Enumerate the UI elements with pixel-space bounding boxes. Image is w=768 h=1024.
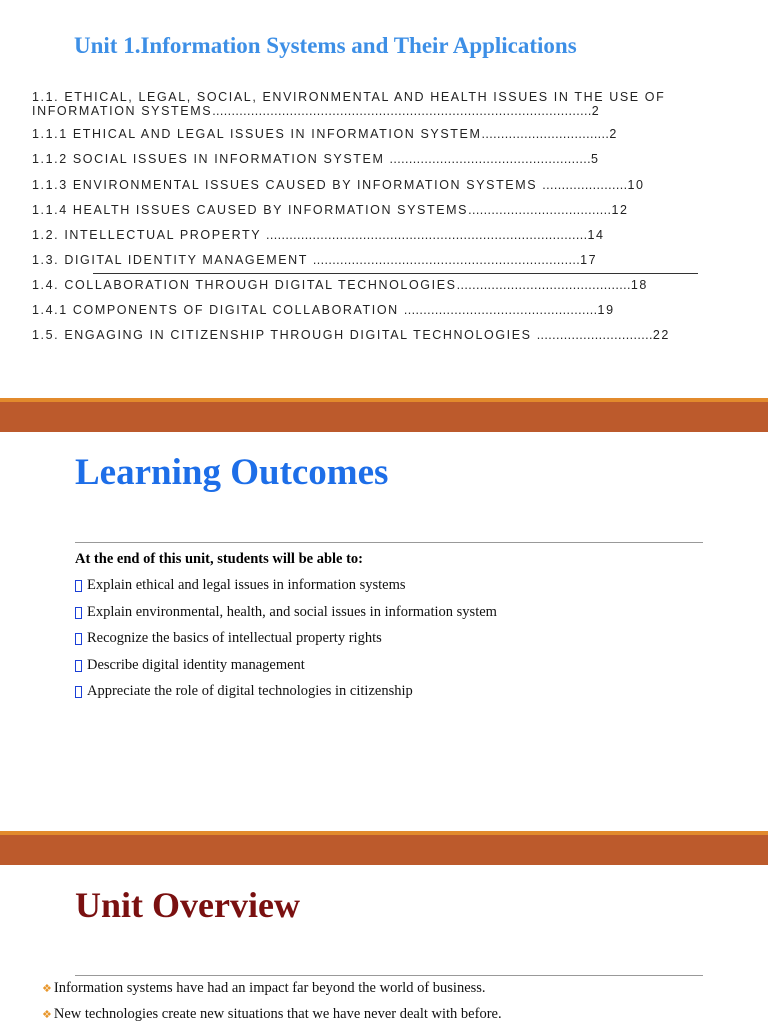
- toc-entry-1-1[interactable]: [32, 90, 665, 118]
- slide-separator-band: [0, 398, 768, 432]
- toc-leader-dots: ......................: [542, 178, 628, 192]
- missing-glyph-box-icon: [75, 580, 82, 592]
- toc-divider: [93, 273, 698, 274]
- toc-leader-dots: ...................................................................................: [266, 228, 588, 242]
- learning-outcomes-list: [75, 577, 497, 710]
- overview-text: Information systems have had an impact far beyond the world of business.: [53, 980, 486, 996]
- unit-title: Unit 1.Information Systems and Their Applications: [74, 33, 577, 58]
- toc-entry-1-4[interactable]: [32, 278, 648, 292]
- unit-overview-title: Unit Overview: [75, 885, 300, 925]
- toc-entry-1-5[interactable]: [32, 328, 670, 342]
- toc-entry-text: 1.3. DIGITAL IDENTITY MANAGEMENT: [32, 253, 313, 267]
- toc-entry-text: 1.1. ETHICAL, LEGAL, SOCIAL, ENVIRONMENTAL AND HEALTH ISSUES IN THE USE OF: [32, 90, 666, 104]
- unit-overview-divider: [75, 975, 703, 976]
- toc-page-number: 12: [611, 203, 629, 217]
- toc-entry-text-cont: INFORMATION SYSTEMS: [32, 104, 213, 118]
- toc-entry-text: 1.5. ENGAGING IN CITIZENSHIP THROUGH DIGITAL TECHNOLOGIES: [32, 328, 537, 342]
- list-item: [75, 604, 497, 631]
- list-item: [75, 657, 497, 684]
- toc-leader-dots: ..............................: [536, 328, 653, 342]
- toc-page-number: 5: [590, 152, 600, 166]
- toc-page-number: 14: [587, 228, 605, 242]
- toc-entry-1-4-1[interactable]: [32, 303, 615, 317]
- toc-leader-dots: ....................................................: [389, 152, 591, 166]
- learning-outcomes-title: Learning Outcomes: [75, 452, 389, 493]
- toc-leader-dots: ..................................................................................................: [212, 104, 592, 118]
- toc-entry-text: 1.1.3 ENVIRONMENTAL ISSUES CAUSED BY INFORMATION SYSTEMS: [32, 178, 543, 192]
- toc-entry-text: 1.1.4 HEALTH ISSUES CAUSED BY INFORMATION SYSTEMS: [32, 203, 469, 217]
- orange-diamond-bullet-icon: ❖: [42, 982, 52, 995]
- toc-entry-1-1-2[interactable]: [32, 152, 600, 166]
- toc-page-number: 18: [630, 278, 648, 292]
- list-item: [75, 630, 497, 657]
- toc-entry-text: 1.2. INTELLECTUAL PROPERTY: [32, 228, 267, 242]
- toc-leader-dots: .....................................: [468, 203, 612, 217]
- toc-page-number: 2: [609, 127, 618, 141]
- missing-glyph-box-icon: [75, 607, 82, 619]
- toc-leader-dots: .................................: [481, 127, 610, 141]
- list-item: [75, 577, 497, 604]
- toc-leader-dots: .............................................: [456, 278, 631, 292]
- toc-leader-dots: .....................................................................: [312, 253, 581, 267]
- unit-overview-list: [42, 980, 502, 1024]
- toc-leader-dots: ..................................................: [403, 303, 598, 317]
- list-item: [42, 980, 502, 1006]
- missing-glyph-box-icon: [75, 660, 82, 672]
- outcome-text: Explain environmental, health, and social issues in information system: [87, 603, 497, 620]
- learning-outcomes-divider: [75, 542, 703, 543]
- toc-page-number: 19: [597, 303, 615, 317]
- toc-entry-1-1-1[interactable]: [32, 127, 618, 141]
- learning-outcomes-intro: At the end of this unit, students will be able to:: [75, 551, 364, 567]
- overview-text: New technologies create new situations that we have never dealt with before.: [53, 1006, 502, 1022]
- toc-page-number: 22: [652, 328, 670, 342]
- slide-separator-band: [0, 831, 768, 865]
- missing-glyph-box-icon: [75, 633, 82, 645]
- outcome-text: Recognize the basics of intellectual property rights: [87, 630, 382, 647]
- list-item: [75, 683, 497, 710]
- outcome-text: Explain ethical and legal issues in information systems: [87, 577, 406, 593]
- toc-entry-1-2[interactable]: [32, 228, 605, 242]
- list-item: [42, 1006, 502, 1024]
- toc-entry-text: 1.1.1 ETHICAL AND LEGAL ISSUES IN INFORMATION SYSTEM: [32, 127, 482, 141]
- toc-entry-text: 1.1.2 SOCIAL ISSUES IN INFORMATION SYSTEM: [32, 152, 390, 166]
- toc-entry-1-1-3[interactable]: [32, 178, 645, 192]
- toc-page-number: 17: [580, 253, 598, 267]
- toc-entry-text: 1.4. COLLABORATION THROUGH DIGITAL TECHNOLOGIES: [32, 278, 457, 292]
- orange-diamond-bullet-icon: ❖: [42, 1008, 52, 1021]
- outcome-text: Describe digital identity management: [87, 656, 305, 673]
- toc-page-number: 2: [591, 104, 601, 118]
- toc-page-number: 10: [627, 178, 645, 192]
- missing-glyph-box-icon: [75, 686, 82, 698]
- toc-entry-1-1-4[interactable]: [32, 203, 629, 217]
- outcome-text: Appreciate the role of digital technologies in citizenship: [87, 683, 413, 700]
- toc-entry-1-3[interactable]: [32, 253, 597, 267]
- toc-entry-text: 1.4.1 COMPONENTS OF DIGITAL COLLABORATION: [32, 303, 404, 317]
